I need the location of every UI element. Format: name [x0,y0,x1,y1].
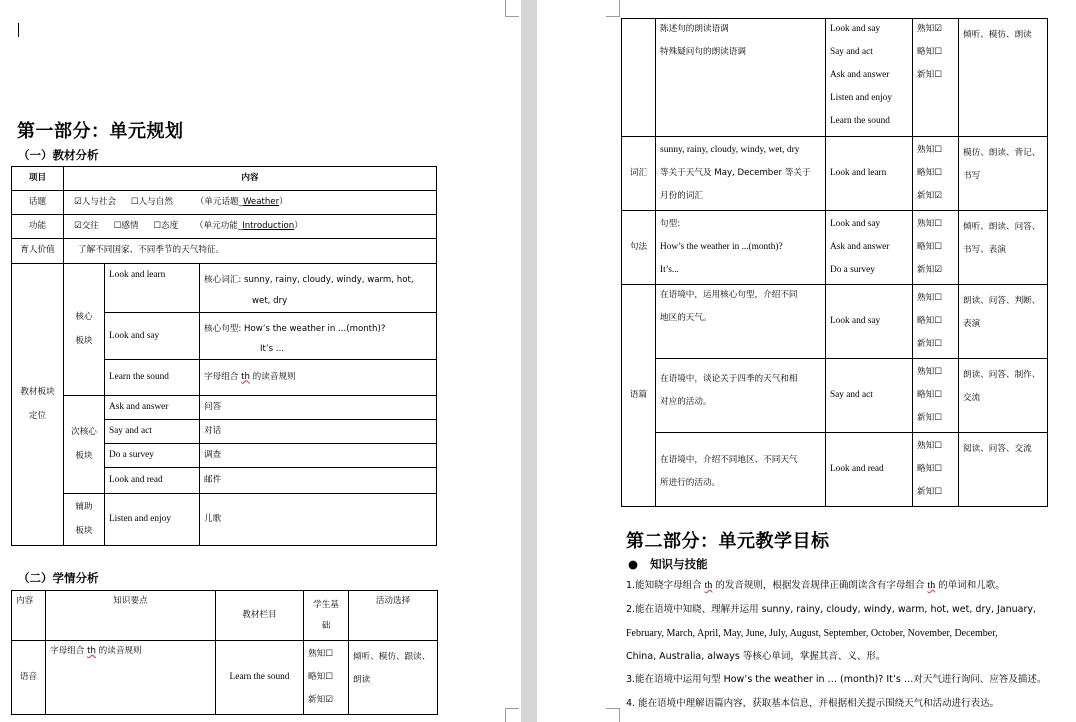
position-label-line1: 教材板块 [20,387,55,397]
ct-row2-basis3: 新知☑ [917,191,942,201]
core-label-line2: 板块 [75,335,93,346]
objective-paragraph-4: 4. 能在语境中理解语篇内容，获取基本信息，并根据相关提示围绕天气和活动进行表达。 [626,698,1000,709]
ct-row6-basis3: 新知☐ [917,487,942,497]
core-content-2-line1: 核心句型: How’s the weather in ...(month)? [204,324,386,334]
ct-row4-point1: 在语境中，运用核心句型，介绍不同 [660,290,798,300]
text-cursor [18,23,19,37]
core-content-3-mark: th [241,371,250,382]
ct-row6-activity: 阅读、问答、交流 [959,433,1048,507]
sub-content-3: 调查 [200,444,437,468]
sub-core-label [64,396,105,494]
ct-row4-points [656,285,826,359]
ct-row1-basis [913,19,959,137]
value-text: 了解不同国家、不同季节的天气特征。 [64,239,437,264]
ct-row4-basis1: 熟知☐ [917,293,942,303]
ct-row3-activity: 倾听、朗读、问答、书写、表演 [959,211,1048,285]
aux-content: 儿歌 [200,494,437,546]
ct-row3-points [656,211,826,285]
topic-option-nature: ☐人与自然 [130,196,173,207]
core-label-line1: 核心 [75,312,93,322]
ct-row2-activity: 模仿、朗读、背记、书写 [959,137,1048,211]
ct-row6-point1: 在语境中，介绍不同地区、不同天气 [660,454,798,465]
ct-row5-points [656,359,826,433]
topic-note-prefix: （单元话题_ [195,196,243,207]
core-section-2: Look and say [105,313,200,360]
bullet-dot-icon: ● [628,557,639,571]
core-label [64,264,105,396]
ct-row2-label: 词汇 [622,137,656,211]
ct-row1-activity: 倾听、模仿、朗读 [959,19,1048,137]
crop-mark-bottom-left [606,708,620,722]
ct-row4-basis3: 新知☐ [917,339,942,349]
learner-analysis-table [11,590,438,715]
ct-row6-section: Look and read [826,433,913,507]
aux-label-line1: 辅助 [75,502,93,512]
ct-row1-section3: Ask and answer [830,70,890,80]
ct-row5-section: Say and act [826,359,913,433]
core-content-3 [200,360,437,396]
ct-row2-basis1: 熟知☐ [917,145,942,155]
sub-content-4: 邮件 [200,468,437,494]
core-content-1-line1: 核心词汇: sunny, rainy, cloudy, windy, warm, hot, [204,275,414,285]
part1-title: 第一部分：单元规划 [17,121,184,142]
value-label: 育人价值 [12,239,64,264]
section2-heading: （二）学情分析 [18,571,99,585]
ct-row2-basis2: 略知☐ [917,168,942,178]
topic-note-suffix: ） [279,196,288,207]
ct-row1-section4: Listen and enjoy [830,93,892,103]
function-note-suffix: ） [294,220,303,231]
ct-row6-basis1: 熟知☐ [917,441,942,451]
objective-paragraph-2 [626,598,1048,669]
objectives-bullet [628,556,708,572]
document-page-left [0,0,521,722]
p1-post: 的单词和儿歌。 [935,580,1005,591]
function-label: 功能 [12,215,64,239]
objective-paragraph-1 [626,574,1048,598]
sub-content-1: 问答 [200,396,437,420]
p2-line3: China, Australia, always 等核心单词，掌握其音、义、形。 [626,651,886,662]
t2-row-label: 语音 [12,641,46,715]
core-section-3: Learn the sound [105,360,200,396]
ct-row5-basis [913,359,959,433]
ct-row3-basis [913,211,959,285]
p1-mid: 的发音规则，根据发音规律正确朗读含有字母组合 [712,580,928,591]
ct-row3-section1: Look and say [830,219,881,229]
ct-row1-section2: Say and act [830,47,873,57]
header-item: 项目 [12,167,64,191]
ct-row5-basis3: 新知☐ [917,413,942,423]
t2-row-basis-somewhat: 略知☐ [308,672,333,682]
ct-row4-basis [913,285,959,359]
t2-row-points [46,641,216,715]
objective-paragraph-3: 3.能在语境中运用句型 How’s the weather in … (month)? It’s …对天气进行询问、应答及描述。 [626,674,1047,685]
function-note-prefix: （单元功能_ [194,220,243,231]
t2-row-basis-new: 新知☑ [308,695,333,705]
aux-section: Listen and enjoy [105,494,200,546]
ct-row3-point1: 句型: [660,219,681,229]
ct-row3-label: 句法 [622,211,656,285]
ct-row4-label: 语篇 [622,285,656,507]
ct-row2-point2: 等关于天气及 May, December 等关于 [660,168,811,178]
ct-row1-basis1: 熟知☑ [917,24,942,34]
sub-section-2: Say and act [105,420,200,444]
ct-row4-activity: 朗读、问答、判断、表演 [959,285,1048,359]
ct-row4-section: Look and say [826,285,913,359]
function-option-emotion: ☐感情 [113,220,139,231]
ct-row2-basis [913,137,959,211]
document-page-right [537,0,1076,722]
core-content-2 [200,313,437,360]
header-content: 内容 [64,167,437,191]
sub-content-2: 对话 [200,420,437,444]
ct-row6-point2: 所进行的活动。 [660,477,721,488]
ct-row2-points [656,137,826,211]
core-content-1-line2: wet, dry [252,296,288,306]
ct-row5-basis1: 熟知☐ [917,367,942,377]
ct-row5-basis2: 略知☐ [917,390,942,400]
core-section-1: Look and learn [105,264,200,313]
t2-header-points: 知识要点 [46,591,216,641]
sub-core-label-line1: 次核心 [71,427,97,437]
function-option-attitude: ☐态度 [153,220,179,231]
crop-mark-bottom-right [505,708,519,722]
crop-mark-top-right [505,0,519,17]
ct-row6-basis [913,433,959,507]
ct-row5-point2: 对应的活动。 [660,397,712,407]
ct-row3-point3: It’s... [660,265,679,275]
t2-row-activity: 倾听、模仿、跟读、朗读 [349,641,438,715]
core-content-1 [200,264,437,313]
t2-header-basis-line2: 础 [321,621,331,631]
p1-mark2: th [927,580,936,591]
aux-label [64,494,105,546]
topic-note-value: Weather [242,196,280,207]
topic-cell [64,191,437,215]
ct-row5-point1: 在语境中，谈论关于四季的天气和相 [660,374,798,384]
sub-section-1: Ask and answer [105,396,200,420]
ct-row3-section3: Do a survey [830,265,875,275]
ct-row4-basis2: 略知☐ [917,316,942,326]
section1-heading: （一）教材分析 [18,148,99,162]
ct-row2-section: Look and learn [826,137,913,211]
ct-row3-sections [826,211,913,285]
ct-row3-basis1: 熟知☐ [917,219,942,229]
ct-row1-basis2: 略知☐ [917,47,942,57]
ct-row3-basis2: 略知☐ [917,242,942,252]
t2-header-basis-line1: 学生基 [313,600,339,610]
t2-row-points-pre: 字母组合 [50,646,88,656]
ct-row3-basis3: 新知☑ [917,265,942,275]
t2-row-section: Learn the sound [216,641,304,715]
function-cell [64,215,437,239]
ct-row1-section5: Learn the sound [830,116,890,126]
objectives-bullet-title: 知识与技能 [650,557,708,571]
aux-label-line2: 板块 [75,525,93,536]
crop-mark-top-left [606,0,620,17]
sub-section-3: Do a survey [105,444,200,468]
p1-mark1: th [704,580,713,591]
learner-analysis-table-continued [621,18,1048,507]
position-label [12,264,64,546]
ct-row1-point1: 陈述句的朗读语调 [660,24,729,34]
t2-header-section: 教材栏目 [216,591,304,641]
p2-line2: February, March, April, May, June, July, August, September, October, November, December, [626,627,998,639]
position-label-line2: 定位 [28,410,47,421]
t2-row-basis-familiar: 熟知☐ [308,649,333,659]
function-option-communication: ☑交往 [74,220,99,231]
ct-row5-activity: 朗读、问答、制作、交流 [959,359,1048,433]
topic-option-society: ☑人与社会 [74,196,117,207]
topic-label: 话题 [12,191,64,215]
function-note-value: Introduction [242,220,295,231]
t2-row-points-post: 的读音规则 [95,646,142,656]
sub-core-label-line2: 板块 [75,450,93,461]
ct-row3-point2: How’s the weather in ...(month)? [660,242,783,252]
t2-header-activity: 活动选择 [349,591,438,641]
t2-header-basis [304,591,349,641]
ct-row1-basis3: 新知☐ [917,70,942,80]
ct-row2-point1: sunny, rainy, cloudy, windy, wet, dry [660,145,800,155]
ct-row1-point2: 特殊疑问句的朗读语调 [660,47,746,57]
core-content-2-line2: It’s ... [260,344,285,354]
ct-row1-points [656,19,826,137]
ct-row1-label [622,19,656,137]
p2-line1: 2.能在语境中知晓、理解并运用 sunny, rainy, cloudy, windy, warm, hot, wet, dry, January, [626,604,1037,615]
core-content-3-pre: 字母组合 [204,371,242,382]
ct-row3-section2: Ask and answer [830,242,890,252]
t2-header-content: 内容 [12,591,46,641]
ct-row1-sections [826,19,913,137]
ct-row6-basis2: 略知☐ [917,464,942,474]
t2-row-basis [304,641,349,715]
ct-row2-point3: 月份的词汇 [660,191,703,201]
core-content-3-post: 的读音规则 [249,371,296,382]
ct-row6-points [656,433,826,507]
ct-row1-section1: Look and say [830,24,881,34]
sub-section-4: Look and read [105,468,200,494]
textbook-analysis-table [11,166,437,546]
p1-pre: 1.能知晓字母组合 [626,580,705,591]
t2-row-points-mark: th [87,646,96,656]
ct-row4-point2: 地区的天气。 [660,313,712,323]
part2-title: 第二部分：单元教学目标 [626,531,830,552]
